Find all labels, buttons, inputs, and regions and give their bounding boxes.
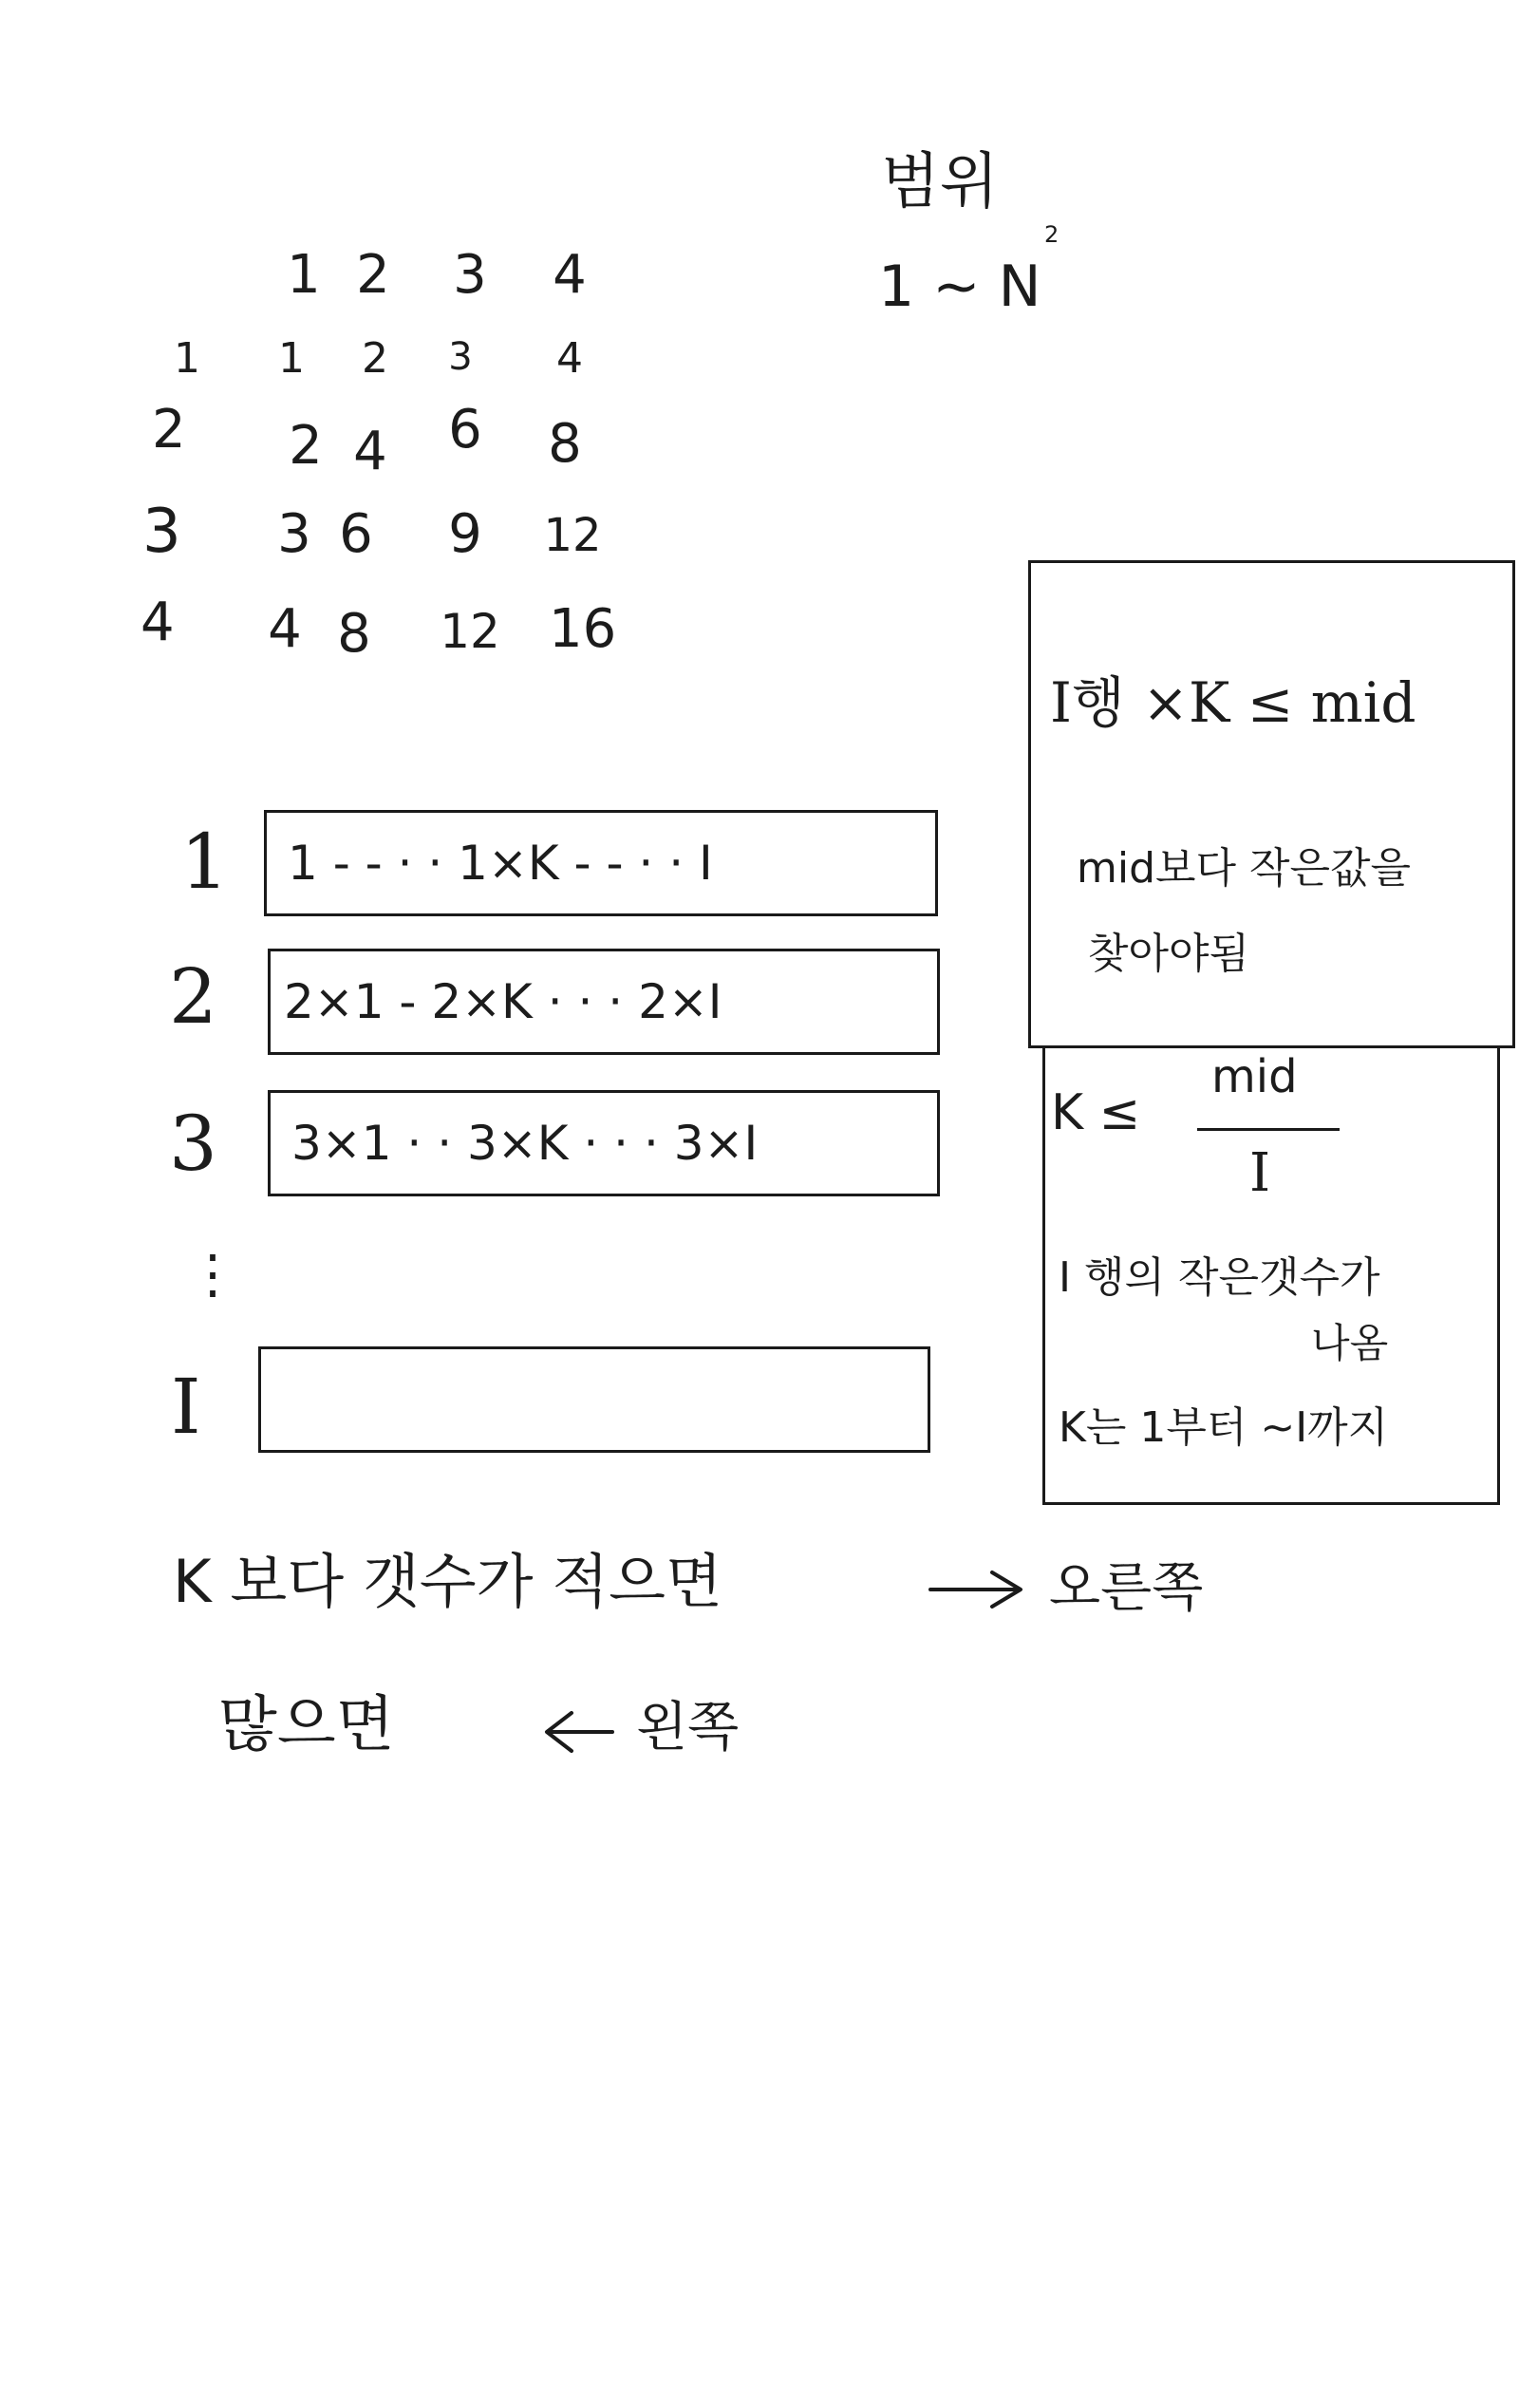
col-header: 3 <box>453 244 487 306</box>
bar-row-label: 3 <box>169 1100 217 1188</box>
derivation-line1: I 행의 작은갯수가 <box>1059 1253 1380 1302</box>
condition-note-line2: 찾아야됨 <box>1088 930 1250 978</box>
row-header: 1 <box>174 334 200 383</box>
fraction-bar <box>1197 1128 1340 1131</box>
k-le-sign: K ≤ <box>1051 1084 1141 1141</box>
table-cell: 8 <box>548 413 582 475</box>
table-cell: 4 <box>268 598 302 660</box>
table-cell: 12 <box>543 509 602 562</box>
right-arrow-icon <box>926 1565 1030 1612</box>
left-arrow-icon <box>541 1705 617 1759</box>
table-cell: 4 <box>353 421 387 482</box>
derivation-line3: K는 1부터 ~I까지 <box>1059 1403 1389 1452</box>
condition-note-line1: mid보다 작은값을 <box>1077 844 1412 893</box>
table-cell: 2 <box>289 415 323 477</box>
range-value: 1 ~ N <box>878 254 1041 320</box>
row-header: 4 <box>141 592 175 653</box>
row-bar <box>264 810 938 916</box>
note-left-direction: 왼쪽 <box>636 1697 740 1759</box>
bar-row-label: ⋮ <box>186 1244 239 1306</box>
condition-formula: I행 ×K ≤ mid <box>1050 670 1416 735</box>
row-bar <box>268 1090 940 1196</box>
note-fewer: K 보다 갯수가 적으면 <box>173 1547 722 1616</box>
table-cell: 12 <box>440 604 500 659</box>
row-bar-text: 3×1 · · 3×K · · · 3×I <box>291 1116 759 1171</box>
table-cell: 6 <box>339 503 373 565</box>
range-title: 범위 <box>881 147 999 217</box>
condition-box <box>1028 560 1515 1048</box>
col-header: 2 <box>356 244 390 306</box>
row-header: 3 <box>142 497 181 567</box>
table-cell: 3 <box>277 503 311 565</box>
table-cell: 6 <box>448 399 482 461</box>
table-cell: 1 <box>278 334 305 383</box>
row-bar <box>268 949 940 1055</box>
bar-row-label: 2 <box>169 952 217 1041</box>
bar-row-label: 1 <box>180 818 229 906</box>
fraction-numerator: mid <box>1211 1050 1298 1103</box>
row-header: 2 <box>152 399 186 461</box>
bar-row-label: I <box>171 1363 201 1451</box>
table-cell: 9 <box>448 503 482 565</box>
note-right-direction: 오른쪽 <box>1049 1557 1204 1619</box>
fraction-denominator: I <box>1249 1142 1271 1204</box>
derivation-line2: 나옴 <box>1311 1320 1389 1366</box>
row-bar <box>258 1346 930 1453</box>
table-cell: 3 <box>448 335 473 379</box>
row-bar-text: 1 - - · · 1×K - - · · I <box>288 836 713 891</box>
table-cell: 4 <box>556 334 583 383</box>
table-cell: 2 <box>362 334 388 383</box>
table-cell: 16 <box>549 598 617 660</box>
range-exponent: 2 <box>1044 221 1060 248</box>
row-bar-text: 2×1 - 2×K · · · 2×I <box>284 974 722 1029</box>
table-cell: 8 <box>337 603 371 665</box>
col-header: 4 <box>553 244 587 306</box>
note-more: 많으면 <box>218 1690 395 1760</box>
derivation-box <box>1042 1045 1500 1505</box>
col-header: 1 <box>287 244 321 306</box>
